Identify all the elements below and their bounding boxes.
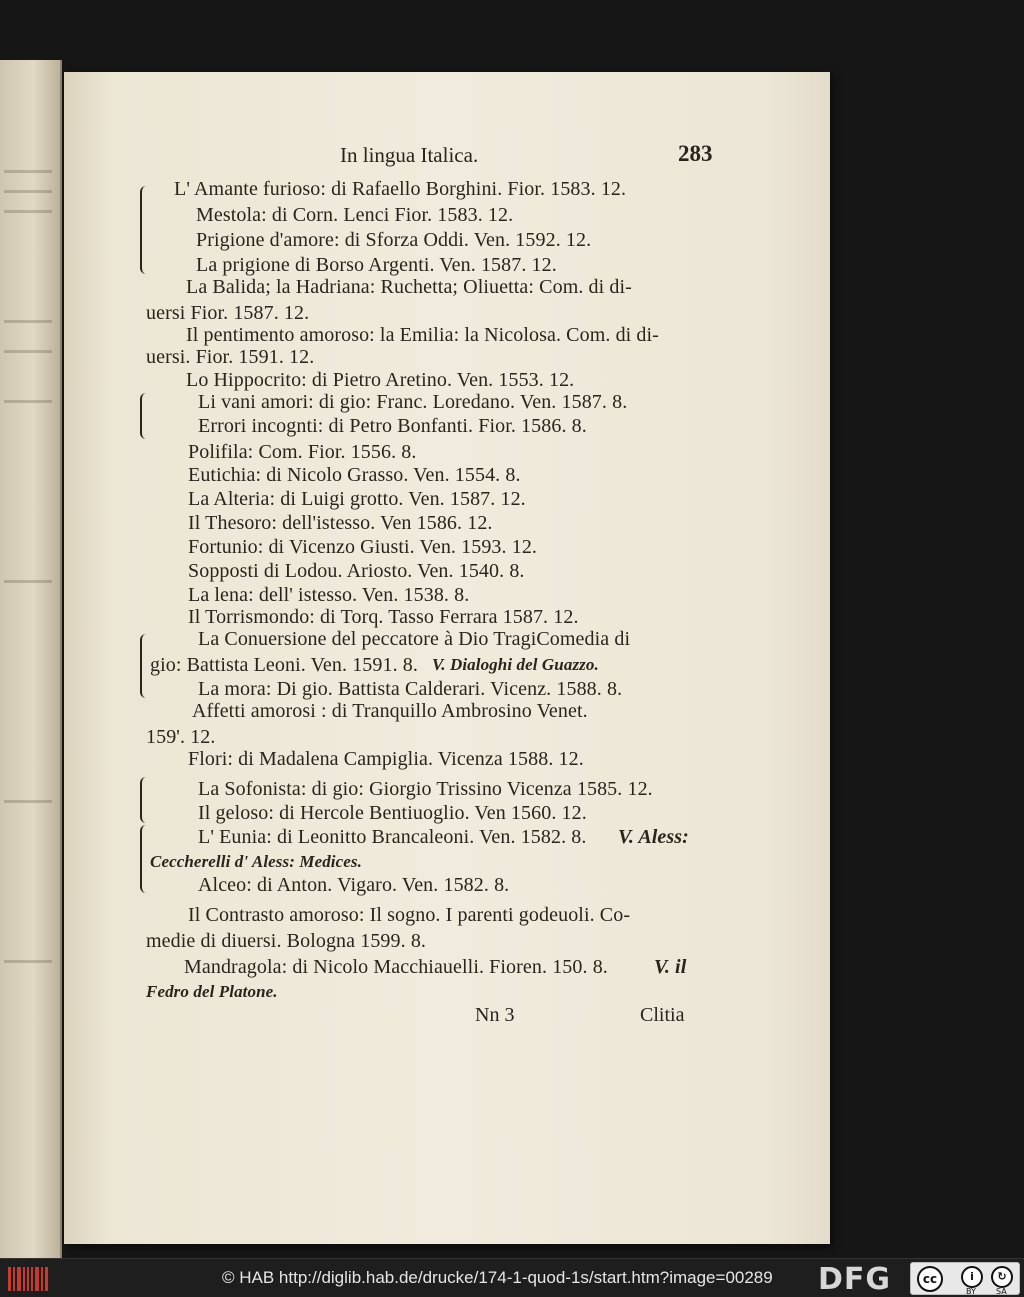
entry-line: L' Amante furioso: di Rafaello Borghini. Fior. 1583. 12. [174, 178, 627, 200]
cross-reference: V. il [654, 956, 687, 978]
running-head: In lingua Italica. [340, 143, 479, 167]
entry-line: La mora: Di gio. Battista Calderari. Vicenz. 1588. 8. [198, 678, 623, 700]
cc-icon: cc [917, 1266, 943, 1292]
entry-line: Mestola: di Corn. Lenci Fior. 1583. 12. [196, 204, 514, 226]
bracket-group-2 [140, 393, 150, 439]
cross-reference: Ceccherelli d' Aless: Medices. [150, 852, 362, 871]
cross-reference: Fedro del Platone. [146, 982, 278, 1001]
catchword: Clitia [640, 1004, 685, 1026]
entry-line: Flori: di Madalena Campiglia. Vicenza 1588. 12. [188, 748, 584, 770]
entry-line: Il Thesoro: dell'istesso. Ven 1586. 12. [188, 512, 493, 534]
bracket-group-1 [140, 186, 150, 274]
bracket-group-4 [140, 777, 150, 823]
entry-line: Il Contrasto amoroso: Il sogno. I parenti godeuoli. Co- [188, 904, 631, 926]
entry-line: Il pentimento amoroso: la Emilia: la Nicolosa. Com. di di- [186, 324, 659, 346]
entry-line: Errori incognti: di Petro Bonfanti. Fior. 1586. 8. [198, 415, 587, 437]
sa-sharealike-icon: ↻ [991, 1266, 1013, 1288]
permalink[interactable]: © HAB http://diglib.hab.de/drucke/174-1-quod-1s/start.htm?image=00289 [222, 1268, 773, 1287]
entry-line: Mandragola: di Nicolo Macchiauelli. Fioren. 150. 8. [184, 956, 608, 978]
by-label: BY [966, 1287, 976, 1296]
sa-label: SA [996, 1287, 1007, 1296]
bracket-group-5 [140, 825, 150, 893]
entry-line: La Balida; la Hadriana: Ruchetta; Oliuetta: Com. di di- [186, 276, 632, 298]
page-number: 283 [678, 141, 713, 166]
entry-line: 159'. 12. [146, 726, 216, 748]
entry-line: uersi Fior. 1587. 12. [146, 302, 310, 324]
by-attribution-icon: i [961, 1266, 983, 1288]
entry-line: gio: Battista Leoni. Ven. 1591. 8. [150, 654, 419, 676]
entry-line: uersi. Fior. 1591. 12. [146, 346, 315, 368]
entry-line: Prigione d'amore: di Sforza Oddi. Ven. 1592. 12. [196, 229, 592, 251]
entry-line: La prigione di Borso Argenti. Ven. 1587. 12. [196, 254, 557, 276]
entry-line: Il geloso: di Hercole Bentiuoglio. Ven 1560. 12. [198, 802, 587, 824]
entry-line: La Sofonista: di gio: Giorgio Trissino Vicenza 1585. 12. [198, 778, 653, 800]
entry-line: La Conuersione del peccatore à Dio TragiComedia di [198, 628, 631, 650]
entry-line: Li vani amori: di gio: Franc. Loredano. Ven. 1587. 8. [198, 391, 628, 413]
entry-line: La lena: dell' istesso. Ven. 1538. 8. [188, 584, 470, 606]
entry-line: Eutichia: di Nicolo Grasso. Ven. 1554. 8. [188, 464, 521, 486]
cc-license-icon[interactable] [910, 1262, 1020, 1295]
entry-line: Lo Hippocrito: di Pietro Aretino. Ven. 1553. 12. [186, 369, 575, 391]
entry-line: Polifila: Com. Fior. 1556. 8. [188, 441, 417, 463]
signature-mark: Nn 3 [475, 1004, 515, 1026]
cross-reference: V. Aless: [618, 826, 689, 848]
entry-line: medie di diuersi. Bologna 1599. 8. [146, 930, 427, 952]
entry-line: La Alteria: di Luigi grotto. Ven. 1587. 12. [188, 488, 526, 510]
cross-reference: V. Dialoghi del Guazzo. [432, 655, 599, 674]
previous-page-edge [0, 60, 62, 1260]
entry-line: L' Eunia: di Leonitto Brancaleoni. Ven. 1582. 8. [198, 826, 587, 848]
entry-line: Fortunio: di Vicenzo Giusti. Ven. 1593. 12. [188, 536, 538, 558]
barcode-logo-icon[interactable] [8, 1267, 48, 1291]
bracket-group-3 [140, 634, 150, 698]
viewer-footer [0, 1258, 1024, 1297]
entry-line: Affetti amorosi : di Tranquillo Ambrosino Venet. [192, 700, 588, 722]
entry-line: Sopposti di Lodou. Ariosto. Ven. 1540. 8. [188, 560, 525, 582]
entry-line: Il Torrismondo: di Torq. Tasso Ferrara 1587. 12. [188, 606, 579, 628]
dfg-logo-icon[interactable]: DFG [818, 1262, 892, 1297]
entry-line: Alceo: di Anton. Vigaro. Ven. 1582. 8. [198, 874, 510, 896]
